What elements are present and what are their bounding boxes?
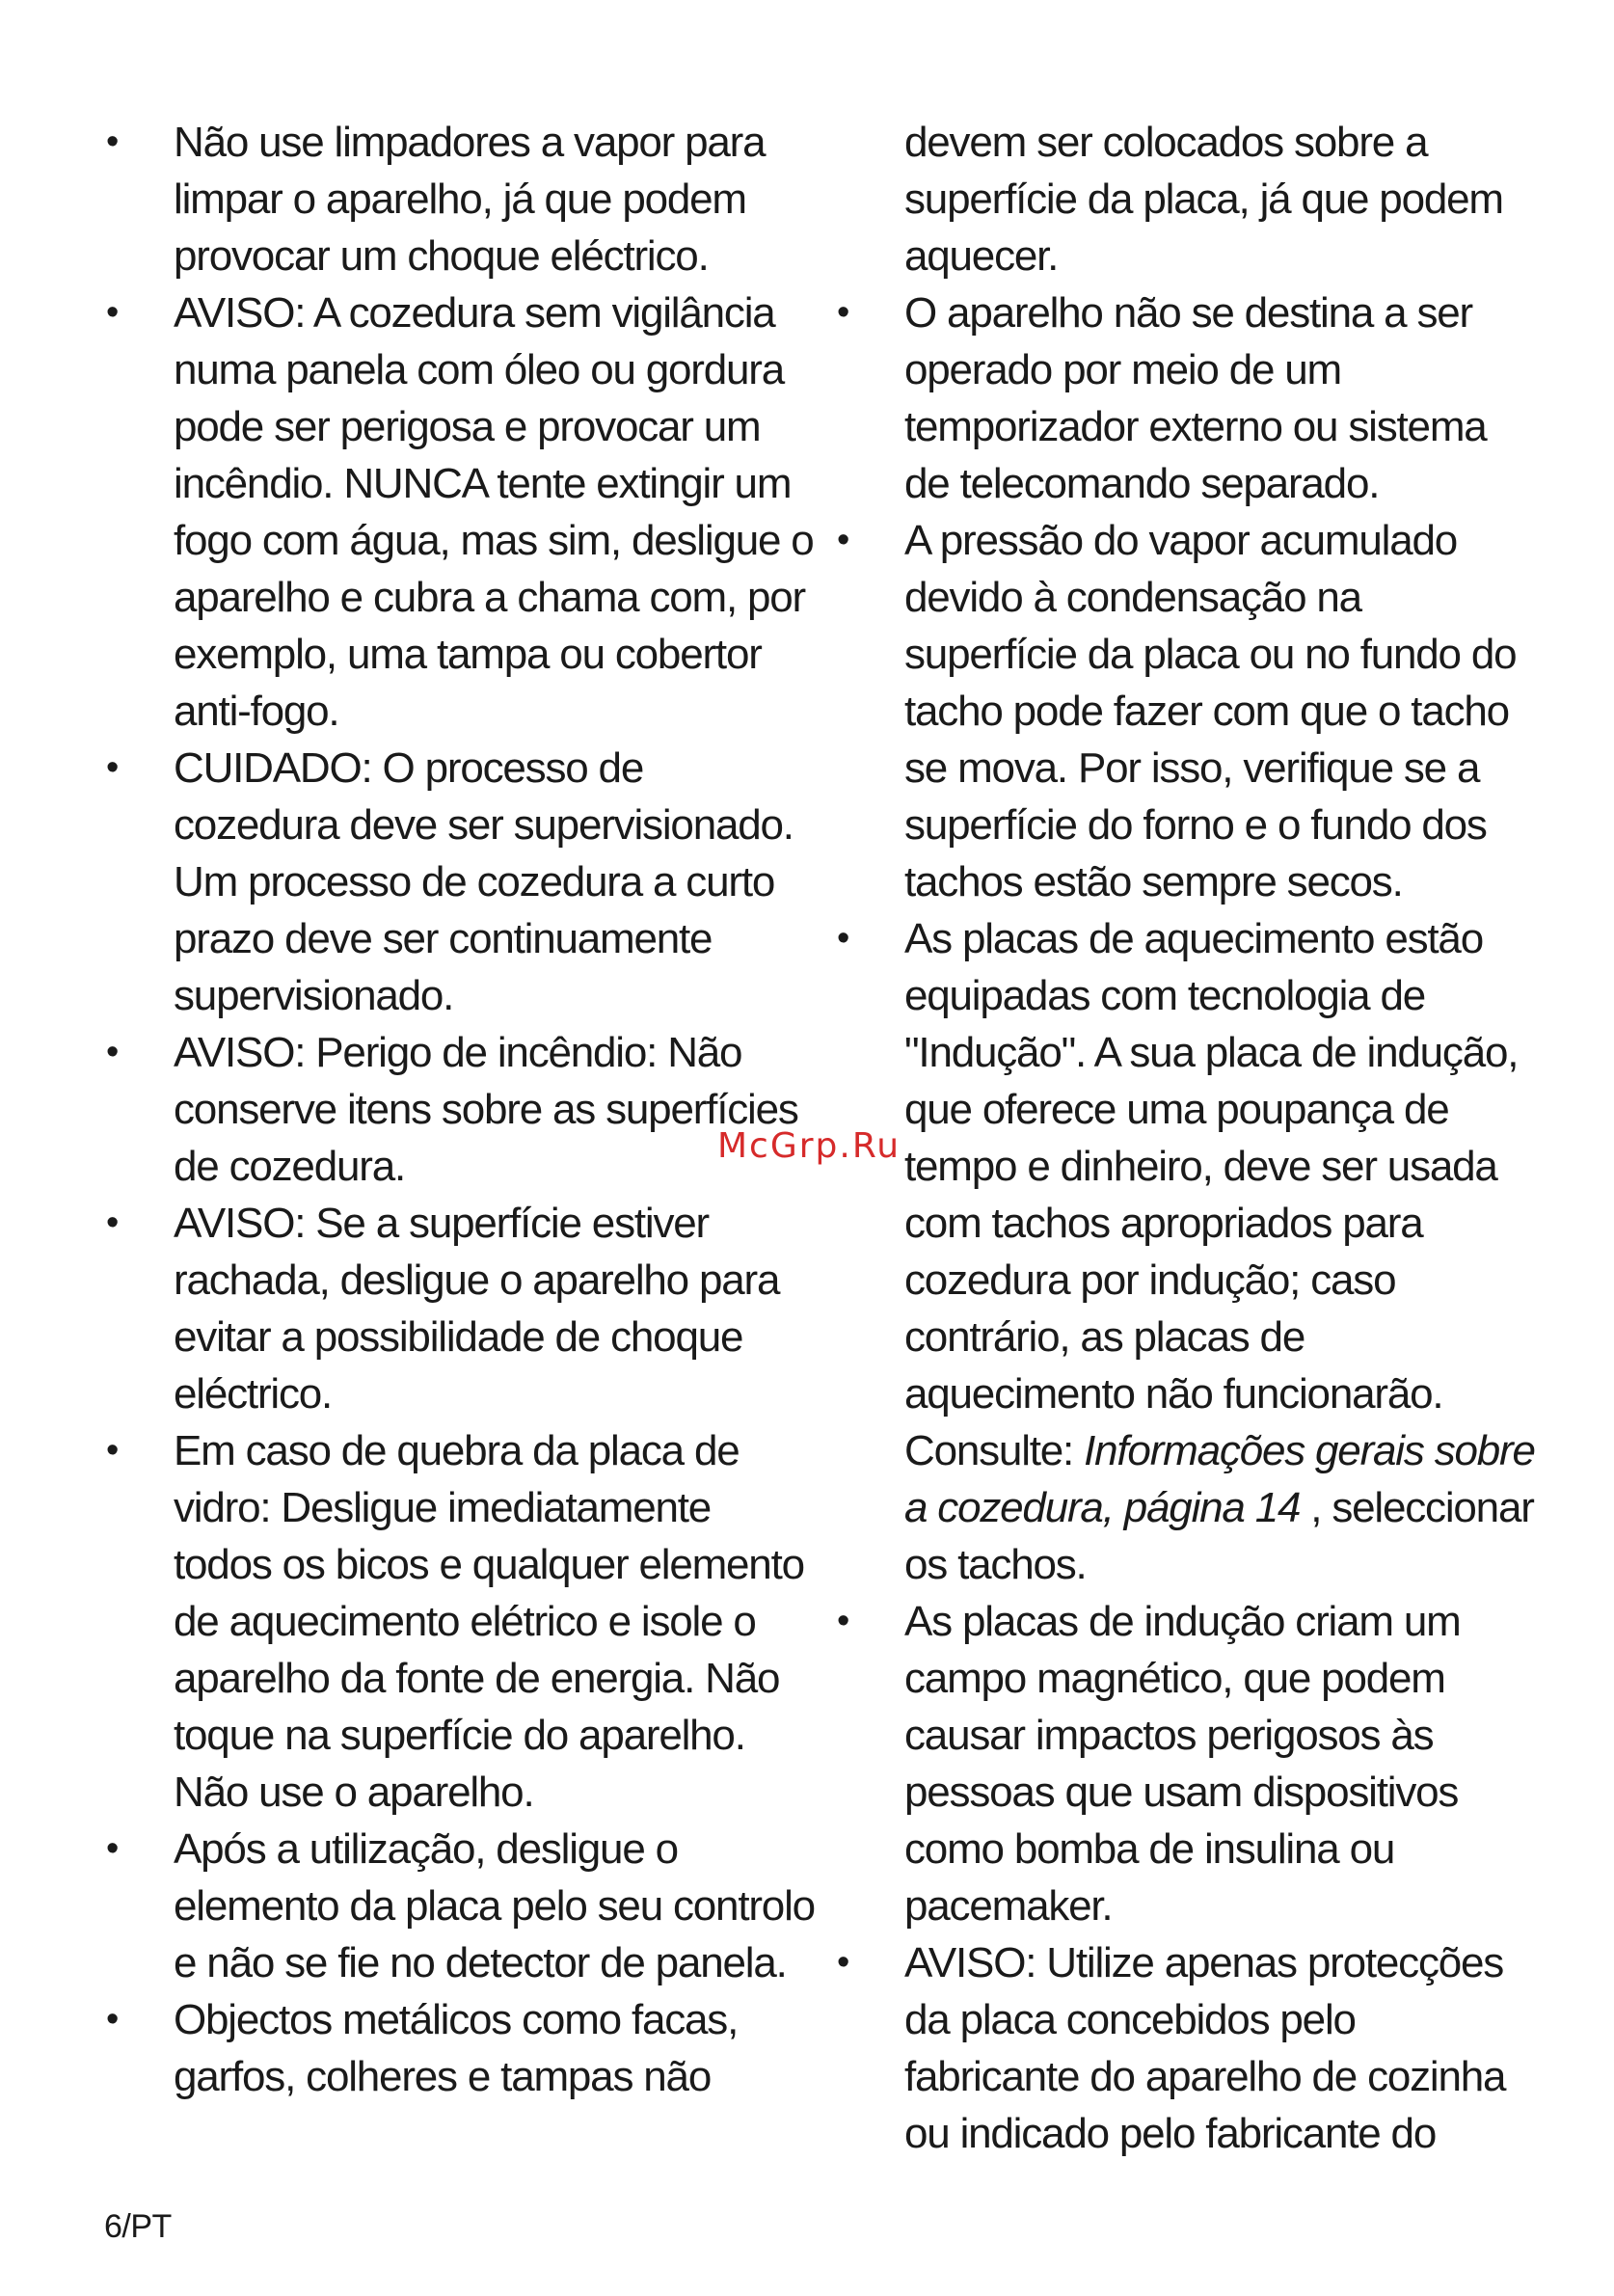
page-number: 6/PT: [104, 2208, 172, 2245]
bullet-icon: •: [106, 747, 119, 788]
bullet-icon: •: [106, 1828, 119, 1869]
bullet-icon: •: [837, 292, 849, 333]
list-item-text: A pressão do vapor acumulado devido à condensação na superfície da placa ou no fundo do tacho pode fazer com que o tacho se mova. Por isso, verifique se a superfície do forno e o fundo dos tachos estão sempre secos.: [904, 517, 1517, 905]
list-item: [835, 910, 1539, 1593]
bullet-icon: •: [837, 918, 849, 959]
list-item: [835, 1934, 1539, 2162]
list-item: [104, 1821, 818, 1991]
list-item-text: O aparelho não se destina a ser operado por meio de um temporizador externo ou sistema de telecomando separado.: [904, 289, 1487, 507]
right-column: [835, 114, 1539, 2162]
list-item-text: As placas de aquecimento estão equipadas com tecnologia de "Indução". A sua placa de indução, que oferece uma poupança de tempo e dinheiro, deve ser usada com tachos apropriados para cozedura por indução; caso contrário, as placas de aquecimento não funcionarão. Consulte:: [904, 915, 1519, 1474]
list-item-text: AVISO: A cozedura sem vigilância numa panela com óleo ou gordura pode ser perigosa e provocar um incêndio. NUNCA tente extingir um fogo com água, mas sim, desligue o aparelho e cubra a chama com, por exemplo, uma tampa ou cobertor anti-fogo.: [174, 289, 814, 735]
list-item: [835, 512, 1539, 910]
list-item-text: As placas de indução criam um campo magnético, que podem causar impactos perigosos às pessoas que usam dispositivos como bomba de insulina ou pacemaker.: [904, 1598, 1461, 1930]
list-item: [104, 1195, 818, 1422]
continued-text: devem ser colocados sobre a superfície da placa, já que podem aquecer.: [904, 119, 1503, 280]
list-item: [835, 1593, 1539, 1934]
bullet-icon: •: [106, 1999, 119, 2039]
list-item-text: AVISO: Perigo de incêndio: Não conserve itens sobre as superfícies de cozedura.: [174, 1029, 798, 1190]
list-item: [104, 284, 818, 740]
bullet-icon: •: [837, 520, 849, 560]
list-item: [104, 1991, 818, 2105]
list-item: [104, 740, 818, 1024]
bullet-icon: •: [837, 1601, 849, 1641]
list-item: [104, 114, 818, 284]
bullet-icon: •: [106, 1430, 119, 1471]
bullet-icon: •: [106, 1032, 119, 1072]
list-item-text: Não use limpadores a vapor para limpar o aparelho, já que podem provocar um choque eléctrico.: [174, 119, 766, 280]
list-item-text: AVISO: Utilize apenas protecções da placa concebidos pelo fabricante do aparelho de cozinha ou indicado pelo fabricante do: [904, 1939, 1506, 2157]
list-item: [104, 1024, 818, 1195]
list-item-text-after: , seleccionar os tachos.: [904, 1484, 1534, 1588]
bullet-icon: •: [837, 1942, 849, 1983]
bullet-icon: •: [106, 122, 119, 162]
cross-reference-link[interactable]: Informações gerais sobre a cozedura, página 14: [904, 1427, 1535, 1531]
list-item: [835, 284, 1539, 512]
list-item: [104, 1422, 818, 1821]
list-item-text: CUIDADO: O processo de cozedura deve ser supervisionado. Um processo de cozedura a curto prazo deve ser continuamente supervisionado.: [174, 744, 794, 1019]
list-item-text: AVISO: Se a superfície estiver rachada, desligue o aparelho para evitar a possibilidade de choque eléctrico.: [174, 1200, 780, 1418]
list-item-text: Em caso de quebra da placa de vidro: Desligue imediatamente todos os bicos e qualquer elemento de aquecimento elétrico e isole o aparelho da fonte de energia. Não toque na superfície do aparelho. Não use o aparelho.: [174, 1427, 804, 1816]
left-column: [104, 114, 818, 2105]
list-item-text: Objectos metálicos como facas, garfos, colheres e tampas não: [174, 1996, 739, 2100]
bullet-icon: •: [106, 292, 119, 333]
list-item-text: Após a utilização, desligue o elemento da placa pelo seu controlo e não se fie no detector de panela.: [174, 1825, 815, 1986]
watermark: McGrp.Ru: [717, 1126, 901, 1166]
bullet-icon: •: [106, 1202, 119, 1243]
